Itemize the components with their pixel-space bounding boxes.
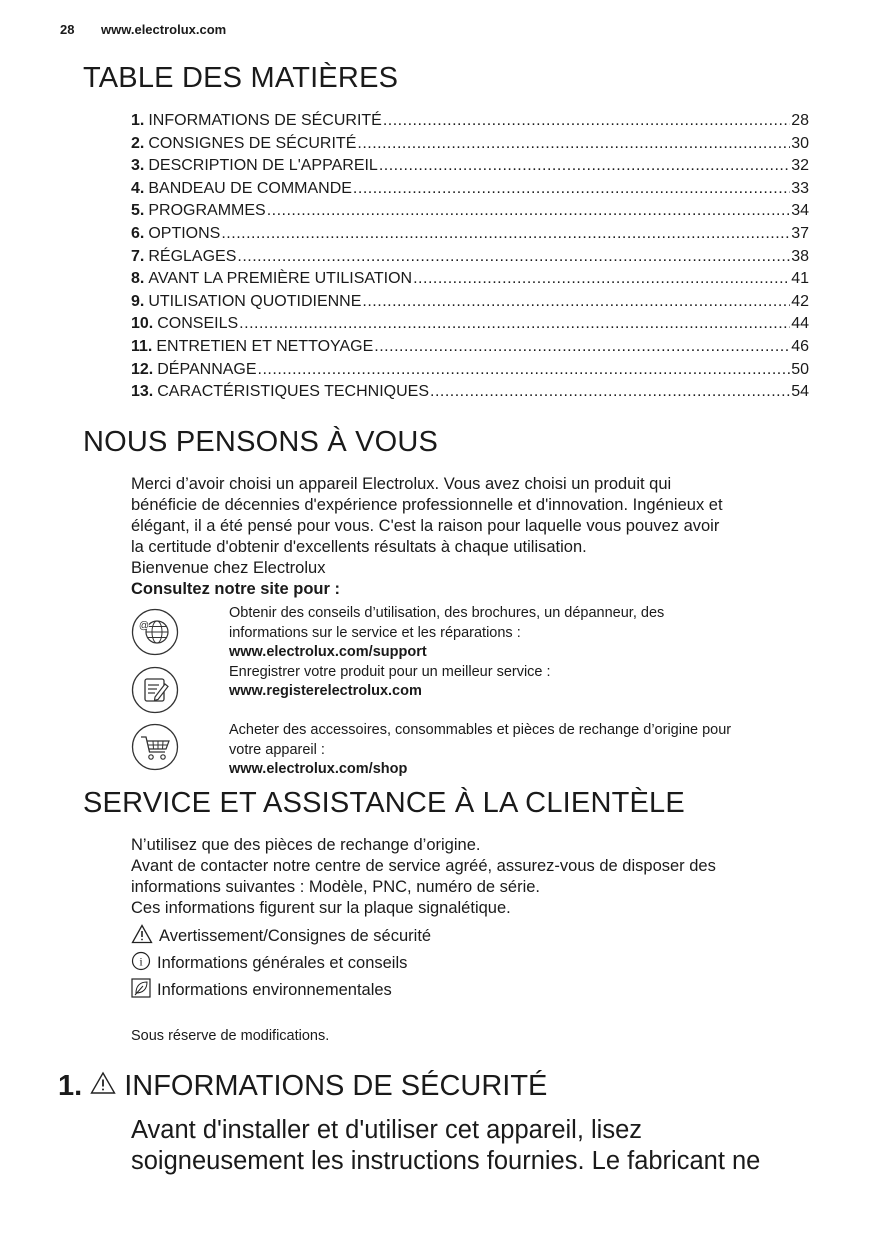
- toc-entry-label: AVANT LA PREMIÈRE UTILISATION: [148, 270, 413, 288]
- svg-text:@: @: [138, 620, 150, 632]
- shop-url[interactable]: www.electrolux.com/shop: [229, 761, 408, 777]
- toc-entry-page: 33: [791, 179, 809, 197]
- toc-entry-number: 3.: [131, 157, 145, 175]
- toc-leader-dots: [374, 338, 790, 356]
- toc-entry-label: OPTIONS: [148, 224, 221, 242]
- toc-entry-page: 28: [791, 112, 809, 129]
- safety-intro: [131, 1115, 821, 1177]
- consult-heading: Consultez notre site pour :: [131, 580, 341, 598]
- info-icon: [131, 951, 151, 976]
- legend-info-label: Informations générales et conseils: [157, 954, 408, 972]
- support-url[interactable]: www.electrolux.com/support: [229, 644, 427, 660]
- toc-entry-label: PROGRAMMES: [148, 202, 266, 220]
- toc-entry-number: 4.: [131, 179, 145, 197]
- shop-line: Acheter des accessoires, consommables et pièces de rechange d’origine pour: [229, 722, 732, 738]
- register-url[interactable]: www.registerelectrolux.com: [229, 683, 422, 699]
- toc-entry-number: 11.: [131, 337, 153, 355]
- toc-entry[interactable]: [131, 180, 809, 203]
- toc-entry-page: 38: [791, 247, 809, 265]
- legend-info: [131, 951, 407, 976]
- legend-env-label: Informations environnementales: [157, 981, 392, 999]
- toc-entry-label: DÉPANNAGE: [157, 360, 257, 378]
- section-number: 1.: [58, 1070, 83, 1102]
- toc-entry-page: 44: [791, 315, 809, 333]
- toc-entry-page: 32: [791, 157, 809, 175]
- toc-entry-label: BANDEAU DE COMMANDE: [148, 179, 352, 197]
- modification-notice: Sous réserve de modifications.: [131, 1028, 330, 1044]
- toc-leader-dots: [362, 293, 790, 311]
- leaf-icon: [131, 978, 151, 1003]
- toc-leader-dots: [237, 248, 790, 266]
- toc-entry[interactable]: [131, 315, 809, 338]
- safety-line: soigneusement les instructions fournies. Le fabricant ne: [131, 1147, 761, 1175]
- toc-entry-label: CONSEILS: [157, 315, 239, 333]
- toc-entry-number: 13.: [131, 383, 154, 401]
- service-paragraph: [131, 835, 811, 919]
- toc-entry-page: 50: [791, 360, 809, 378]
- toc-entry-number: 1.: [131, 112, 145, 129]
- toc-entry[interactable]: [131, 361, 809, 384]
- toc-leader-dots: [430, 383, 790, 401]
- toc-entry-number: 2.: [131, 134, 145, 152]
- toc-entry-label: UTILISATION QUOTIDIENNE: [148, 292, 362, 310]
- support-line: informations sur le service et les réparations :: [229, 624, 521, 641]
- table-of-contents: [131, 112, 809, 406]
- toc-entry-label: ENTRETIEN ET NETTOYAGE: [156, 337, 374, 355]
- shopping-cart-icon: [131, 723, 179, 771]
- toc-leader-dots: [413, 270, 790, 288]
- register-line: Enregistrer votre produit pour un meilleur service :: [229, 663, 551, 680]
- toc-entry[interactable]: [131, 135, 809, 158]
- toc-entry-label: RÉGLAGES: [148, 247, 237, 265]
- service-line: N’utilisez que des pièces de rechange d’origine.: [131, 836, 481, 854]
- legend-warning: [131, 924, 431, 949]
- section-heading: [58, 1070, 547, 1103]
- toc-entry[interactable]: [131, 225, 809, 248]
- toc-leader-dots: [239, 315, 790, 333]
- toc-leader-dots: [353, 180, 790, 198]
- shop-info: [229, 721, 819, 780]
- toc-entry-page: 46: [791, 337, 809, 355]
- section-warning-icon: [90, 1070, 116, 1103]
- toc-entry-number: 8.: [131, 270, 145, 288]
- intro-line: la certitude d'obtenir d'excellents résultats à chaque utilisation.: [131, 538, 587, 556]
- toc-leader-dots: [258, 361, 791, 379]
- register-form-icon: [131, 666, 179, 714]
- toc-entry-page: 34: [791, 202, 809, 220]
- warning-icon: [131, 924, 153, 949]
- toc-entry-number: 5.: [131, 202, 145, 220]
- toc-entry[interactable]: [131, 383, 809, 406]
- service-line: informations suivantes : Modèle, PNC, numéro de série.: [131, 878, 541, 896]
- intro-line: Merci d’avoir choisi un appareil Electrolux. Vous avez choisi un produit qui: [131, 475, 672, 493]
- toc-entry-number: 10.: [131, 315, 154, 333]
- service-title: SERVICE ET ASSISTANCE À LA CLIENTÈLE: [83, 787, 685, 819]
- toc-entry-page: 42: [791, 292, 809, 310]
- support-info: [229, 604, 819, 702]
- service-line: Avant de contacter notre centre de service agréé, assurez-vous de disposer des: [131, 857, 716, 875]
- toc-entry-page: 54: [791, 383, 809, 401]
- legend-env: [131, 978, 392, 1003]
- toc-entry-label: CARACTÉRISTIQUES TECHNIQUES: [157, 383, 429, 401]
- thinking-title: NOUS PENSONS À VOUS: [83, 426, 439, 458]
- support-line: Obtenir des conseils d’utilisation, des brochures, un dépanneur, des: [229, 605, 665, 621]
- toc-entry[interactable]: [131, 248, 809, 271]
- toc-entry[interactable]: [131, 202, 809, 225]
- toc-leader-dots: [267, 202, 791, 220]
- toc-title: TABLE DES MATIÈRES: [83, 62, 399, 94]
- service-line: Ces informations figurent sur la plaque signalétique.: [131, 899, 511, 917]
- toc-entry-number: 12.: [131, 360, 154, 378]
- svg-text:i: i: [139, 954, 143, 969]
- toc-entry-page: 30: [791, 134, 809, 152]
- page-number: 28: [60, 22, 75, 37]
- toc-entry-number: 7.: [131, 247, 145, 265]
- toc-leader-dots: [221, 225, 790, 243]
- toc-leader-dots: [383, 112, 790, 130]
- web-support-icon: [131, 608, 179, 656]
- toc-entry-page: 37: [791, 224, 809, 242]
- intro-line: bénéficie de décennies d'expérience professionnelle et d'innovation. Ingénieux et: [131, 496, 723, 514]
- shop-line: votre appareil :: [229, 741, 325, 758]
- intro-paragraph: [131, 474, 811, 600]
- section-title: INFORMATIONS DE SÉCURITÉ: [124, 1070, 548, 1102]
- toc-entry[interactable]: [131, 293, 809, 316]
- legend-warning-label: Avertissement/Consignes de sécurité: [159, 927, 432, 945]
- intro-line: Bienvenue chez Electrolux: [131, 559, 326, 577]
- toc-leader-dots: [357, 135, 790, 153]
- toc-entry-number: 6.: [131, 224, 145, 242]
- website-link[interactable]: www.electrolux.com: [101, 22, 227, 37]
- toc-entry-page: 41: [791, 270, 809, 288]
- toc-entry-label: INFORMATIONS DE SÉCURITÉ: [148, 112, 382, 129]
- toc-entry-number: 9.: [131, 292, 145, 310]
- toc-leader-dots: [379, 157, 790, 175]
- safety-line: Avant d'installer et d'utiliser cet appareil, lisez: [131, 1116, 643, 1144]
- toc-entry[interactable]: [131, 112, 809, 135]
- toc-entry-label: DESCRIPTION DE L'APPAREIL: [148, 157, 378, 175]
- toc-entry[interactable]: [131, 157, 809, 180]
- toc-entry-label: CONSIGNES DE SÉCURITÉ: [148, 134, 357, 152]
- intro-line: élégant, il a été pensé pour vous. C'est la raison pour laquelle vous pouvez avoir: [131, 517, 720, 535]
- toc-entry[interactable]: [131, 270, 809, 293]
- toc-entry[interactable]: [131, 338, 809, 361]
